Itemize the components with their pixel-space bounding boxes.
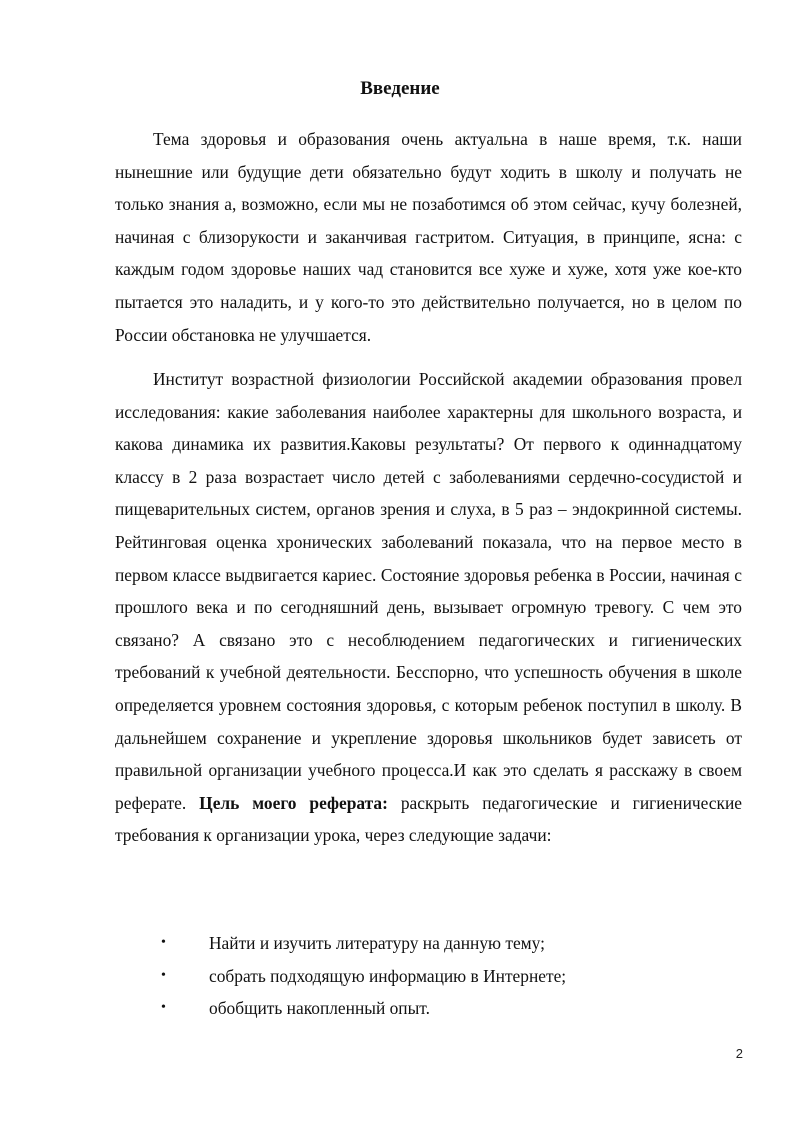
- page-number: 2: [735, 1046, 743, 1061]
- list-item-text: собрать подходящую информацию в Интернете;: [209, 965, 567, 986]
- paragraph-2-text: Институт возрастной физиологии Российской академии образования провел исследования: какие заболевания наиболее характерны для школьного возраста, и какова динамика их развития.Каковы результаты? От первого к одиннадцатому классу в 2 раза возрастает число детей с заболеваниями сердечно-сосудистой и пищеварительных систем, органов зрения и слуха, в 5 раз – эндокринной системы. Рейтинговая оценка хронических заболеваний показала, что на первое место в первом классе выдвигается кариес. Состояние здоровья ребенка в России, начиная с прошлого века и по сегодняшний день, вызывает огромную тревогу. С чем это связано? А связано это с несоблюдением педагогических и гигиенических требований к учебной деятельности. Бесспорно, что успешность обучения в школе определяется уровнем состояния здоровья, с которым ребенок поступил в школу. В дальнейшем сохранение и укрепление здоровья школьников будет зависеть от правильной организации учебного процесса.И как это сделать я расскажу в своем реферате.: [115, 369, 742, 813]
- list-item: [115, 960, 742, 993]
- bullet-icon: •: [161, 935, 166, 950]
- goal-label: Цель моего реферата:: [199, 792, 388, 813]
- bullet-icon: •: [161, 1000, 166, 1016]
- list-item-text: Найти и изучить литературу на данную тему;: [209, 933, 545, 953]
- intro-paragraph-1: Тема здоровья и образования очень актуальна в наше время, т.к. наши нынешние или будущие дети обязательно будут ходить в школу и получать не только знания а, возможно, если мы не позаботимся об этом сейчас, кучу болезней, начиная с близорукости и заканчивая гастритом. Ситуация, в принципе, ясна: с каждым годом здоровье наших чад становится все хуже и хуже, хотя уже кое-кто пытается это наладить, и у кого-то это действительно получается, но в целом по России обстановка не улучшается.: [115, 129, 742, 345]
- page-title: Введение: [360, 78, 440, 99]
- list-item-text: обобщить накопленный опыт.: [209, 998, 430, 1019]
- list-item: [115, 927, 742, 960]
- task-list: [115, 927, 742, 1025]
- intro-paragraph-2: [115, 363, 742, 852]
- list-item: [115, 992, 742, 1025]
- goal-text: раскрыть педагогические и гигиенические требования к организации урока, через следующие задачи:: [115, 792, 742, 846]
- bullet-icon: •: [161, 967, 166, 983]
